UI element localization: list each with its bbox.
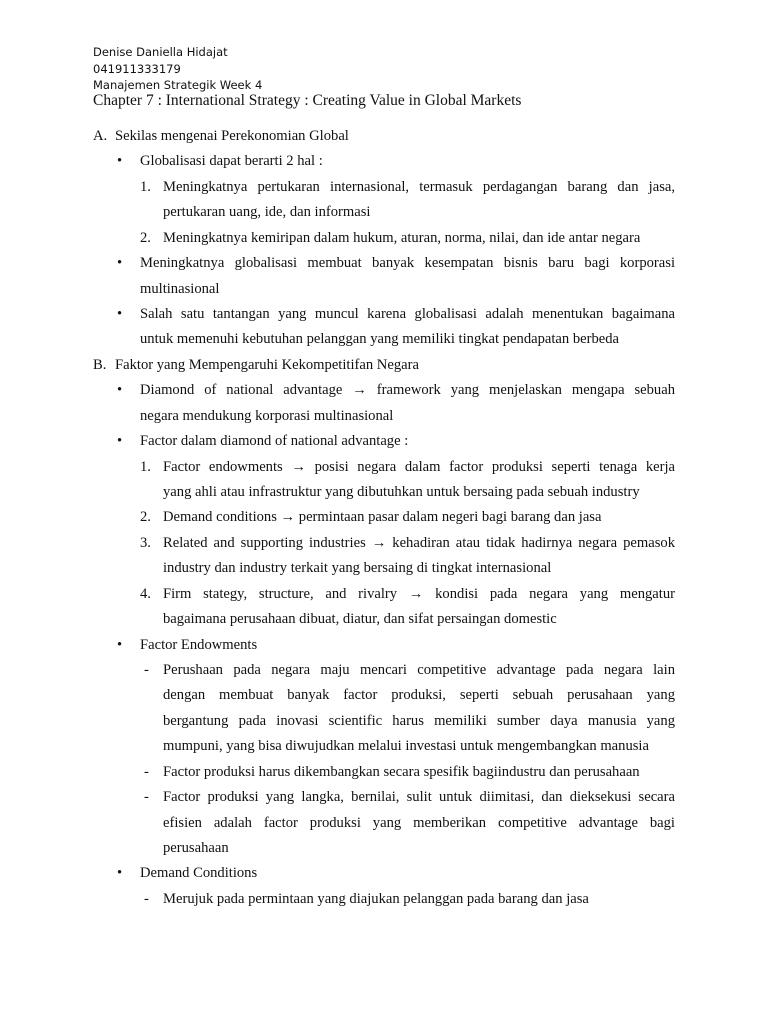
text-line: Demand Conditions bbox=[140, 865, 258, 882]
list-marker: 1. bbox=[140, 178, 151, 195]
text-line: perusahaan bbox=[163, 840, 229, 857]
bullet-marker: • bbox=[117, 382, 123, 399]
text-line: dengan membuat banyak factor produksi, seperti sebuah perusahaan yang bbox=[163, 687, 675, 704]
text-line: Sekilas mengenai Perekonomian Global bbox=[115, 128, 349, 144]
text-line: Globalisasi dapat berarti 2 hal : bbox=[140, 153, 323, 170]
bullet-marker: • bbox=[117, 636, 123, 653]
bullet-marker: • bbox=[117, 153, 123, 170]
text-line: Demand conditions → permintaan pasar dalam negeri bagi barang dan jasa bbox=[163, 509, 602, 526]
list-marker: A. bbox=[93, 128, 108, 144]
list-marker: 2. bbox=[140, 509, 151, 526]
text-line: Factor endowments → posisi negara dalam factor produksi seperti tenaga kerja bbox=[163, 458, 675, 475]
dash-marker: - bbox=[144, 763, 149, 780]
text-line: Related and supporting industries → kehadiran atau tidak hadirnya negara pemasok bbox=[163, 534, 675, 551]
list-marker: 4. bbox=[140, 585, 151, 602]
text-line: bagaimana perusahaan dibuat, diatur, dan sifat persaingan domestic bbox=[163, 611, 557, 628]
text-line: Factor produksi harus dikembangkan secara spesifik bagiindustru dan perusahaan bbox=[163, 763, 640, 780]
text-line: Firm stategy, structure, and rivalry → kondisi pada negara yang mengatur bbox=[163, 585, 675, 602]
text-line: multinasional bbox=[140, 280, 220, 297]
text-line: industry dan industry terkait yang bersaing di tingkat internasional bbox=[163, 560, 552, 577]
text-line: pertukaran uang, ide, dan informasi bbox=[163, 204, 371, 221]
text-line: Meningkatnya globalisasi membuat banyak kesempatan bisnis baru bagi korporasi bbox=[140, 255, 675, 272]
list-marker: 3. bbox=[140, 534, 151, 551]
author-name: Denise Daniella Hidajat bbox=[93, 45, 228, 59]
dash-marker: - bbox=[144, 662, 149, 679]
bullet-marker: • bbox=[117, 306, 123, 322]
dash-marker: - bbox=[144, 890, 149, 907]
bullet-marker: • bbox=[117, 433, 123, 450]
text-line: negara mendukung korporasi multinasional bbox=[140, 407, 394, 424]
text-line: Meningkatnya kemiripan dalam hukum, aturan, norma, nilai, dan ide antar negara bbox=[163, 229, 641, 246]
text-line: untuk memenuhi kebutuhan pelanggan yang memiliki tingkat pendapatan berbeda bbox=[140, 331, 620, 348]
text-line: Merujuk pada permintaan yang diajukan pelanggan pada barang dan jasa bbox=[163, 890, 589, 907]
list-marker: B. bbox=[93, 356, 107, 373]
text-line: Factor produksi yang langka, bernilai, sulit untuk diimitasi, dan dieksekusi secara bbox=[163, 789, 675, 806]
text-line: bergantung pada inovasi scientific harus memiliki sumber daya manusia yang bbox=[163, 712, 675, 729]
list-marker: 1. bbox=[140, 458, 151, 475]
student-id: 041911333179 bbox=[93, 62, 181, 76]
list-marker: 2. bbox=[140, 229, 151, 246]
text-line: Factor dalam diamond of national advantage : bbox=[140, 433, 409, 450]
text-line: Perushaan pada negara maju mencari competitive advantage pada negara lain bbox=[163, 662, 675, 679]
text-line: Faktor yang Mempengaruhi Kekompetitifan Negara bbox=[115, 356, 419, 373]
course-title: Manajemen Strategik Week 4 bbox=[93, 78, 263, 92]
bullet-marker: • bbox=[117, 255, 123, 272]
dash-marker: - bbox=[144, 789, 149, 806]
text-line: yang ahli atau infrastruktur yang dibutuhkan untuk bersaing pada sebuah industry bbox=[163, 484, 640, 501]
text-line: mumpuni, yang bisa diwujudkan melalui investasi untuk mengembangkan manusia bbox=[163, 738, 649, 755]
chapter-title: Chapter 7 : International Strategy : Creating Value in Global Markets bbox=[93, 92, 522, 109]
bullet-marker: • bbox=[117, 865, 123, 882]
text-line: Diamond of national advantage → framework yang menjelaskan mengapa sebuah bbox=[140, 382, 675, 399]
text-line: Factor Endowments bbox=[140, 636, 258, 653]
text-line: efisien adalah factor produksi yang memberikan competitive advantage bagi bbox=[163, 814, 675, 831]
text-line: Salah satu tantangan yang muncul karena globalisasi adalah menentukan bagaimana bbox=[140, 306, 675, 322]
text-line: Meningkatnya pertukaran internasional, termasuk perdagangan barang dan jasa, bbox=[163, 178, 675, 195]
